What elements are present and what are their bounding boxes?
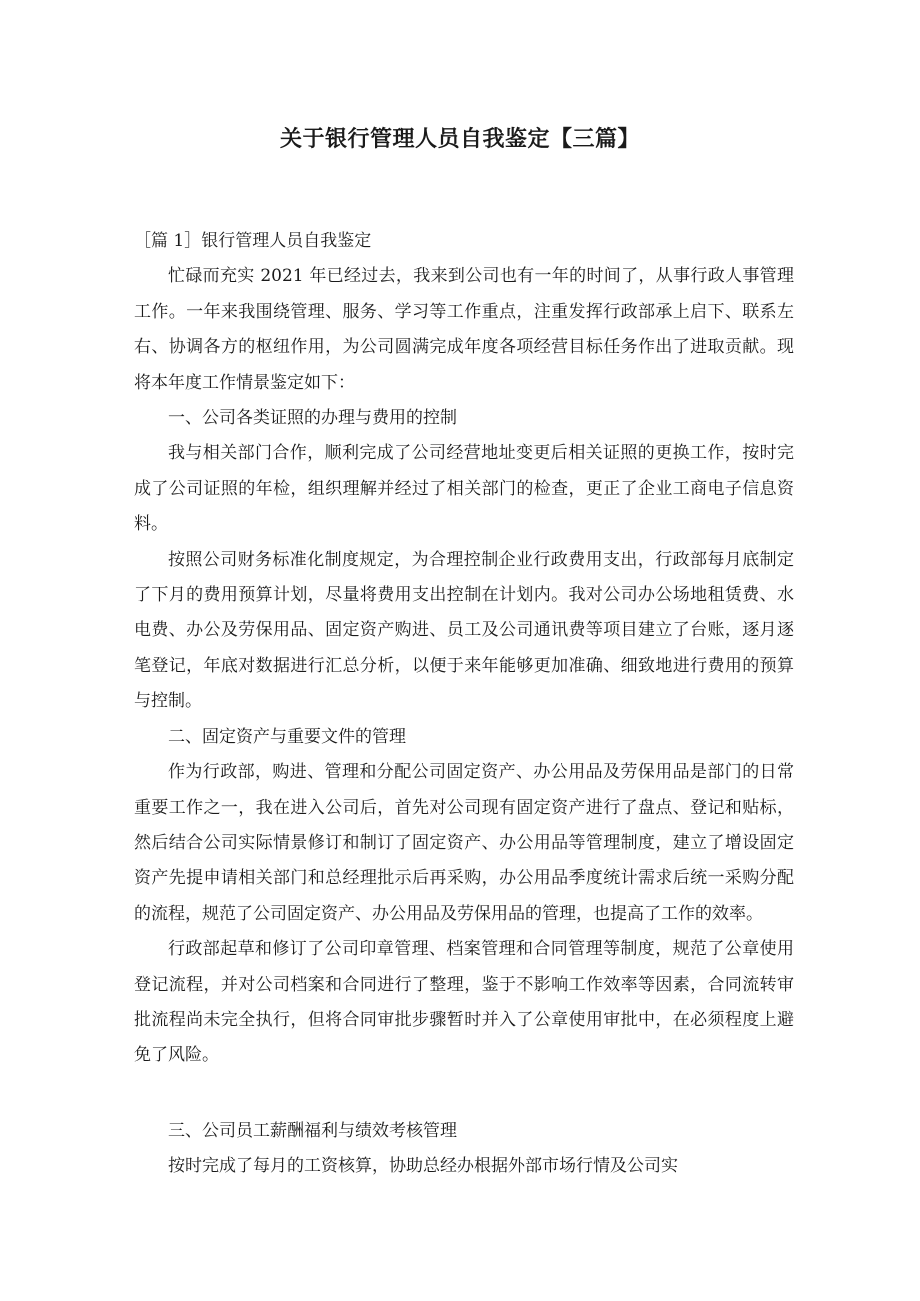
document-body xyxy=(134,224,794,1185)
intro-paragraph: 忙碌而充实 2021 年已经过去，我来到公司也有一年的时间了，从事行政人事管理工作。一年来我围绕管理、服务、学习等工作重点，注重发挥行政部承上启下、联系左右、协调各方的枢纽作用，为公司圆满完成年度各项经营目标任务作出了进取贡献。现将本年度工作情景鉴定如下： xyxy=(134,266,794,393)
paragraph-assets: 作为行政部，购进、管理和分配公司固定资产、办公用品及劳保用品是部门的日常重要工作之一，我在进入公司后，首先对公司现有固定资产进行了盘点、登记和贴标，然后结合公司实际情景修订和制订了固定资产、办公用品等管理制度，建立了增设固定资产先提申请相关部门和总经理批示后再采购，办公用品季度统计需求后统一采购分配的流程，规范了公司固定资产、办公用品及劳保用品的管理，也提高了工作的效率。 xyxy=(134,762,794,924)
paragraph-payroll: 按时完成了每月的工资核算，协助总经办根据外部市场行情及公司实 xyxy=(168,1156,678,1177)
subheading-assets: 二、固定资产与重要文件的管理 xyxy=(168,726,406,747)
paragraph-seals: 行政部起草和修订了公司印章管理、档案管理和合同管理等制度，规范了公章使用登记流程，并对公司档案和合同进行了整理，鉴于不影响工作效率等因素，合同流转审批流程尚未完全执行，但将合同审批步骤暂时并入了公章使用审批中，在必须程度上避免了风险。 xyxy=(134,939,794,1066)
subheading-licenses: 一、公司各类证照的办理与费用的控制 xyxy=(168,408,457,429)
paragraph-budget: 按照公司财务标准化制度规定，为合理控制企业行政费用支出，行政部每月底制定了下月的费用预算计划，尽量将费用支出控制在计划内。我对公司办公场地租赁费、水电费、办公及劳保用品、固定资产购进、员工及公司通讯费等项目建立了台账，逐月逐笔登记，年底对数据进行汇总分析，以便于来年能够更加准确、细致地进行费用的预算与控制。 xyxy=(134,549,794,712)
section-heading-1: ［篇 1］银行管理人员自我鉴定 xyxy=(134,231,372,251)
document-title: 关于银行管理人员自我鉴定【三篇】 xyxy=(279,127,640,152)
paragraph-licenses: 我与相关部门合作，顺利完成了公司经营地址变更后相关证照的更换工作，按时完成了公司证照的年检，组织理解并经过了相关部门的检查，更正了企业工商电子信息资料。 xyxy=(134,443,794,535)
subheading-payroll: 三、公司员工薪酬福利与绩效考核管理 xyxy=(168,1120,457,1141)
